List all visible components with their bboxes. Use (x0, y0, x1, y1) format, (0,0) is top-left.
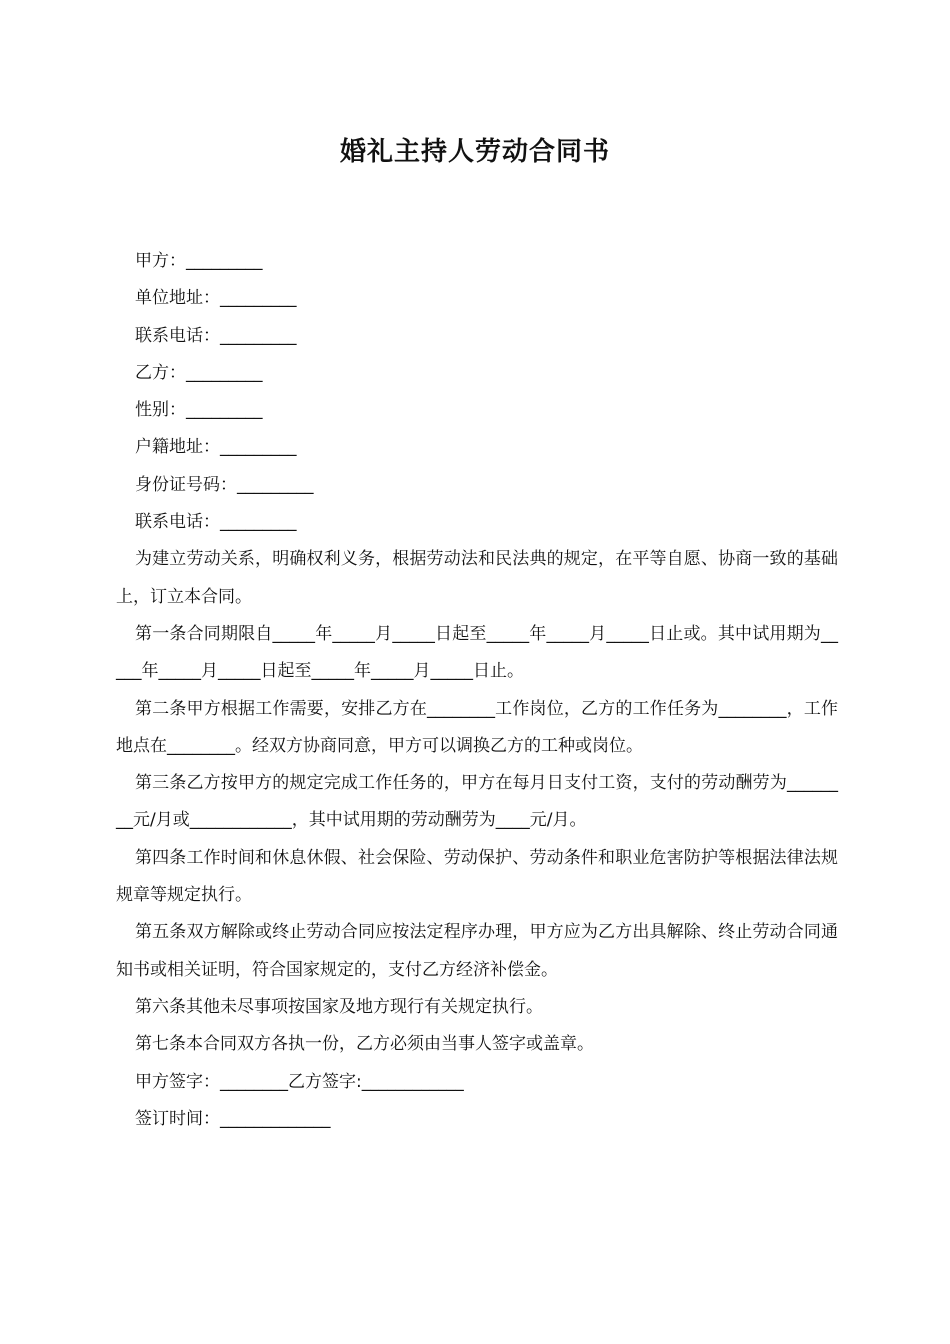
sign-date-line: 签订时间：_____________ (135, 1108, 331, 1129)
article-1: 第一条合同期限自_____年_____月_____日起至_____年_____月_____日止或。其中试用期为_____年_____月_____日起至_____年_____月_____日止。 (116, 623, 838, 682)
party-a-phone-field: 联系电话：_________ (135, 325, 297, 346)
article-7: 第七条本合同双方各执一份，乙方必须由当事人签字或盖章。 (135, 1034, 594, 1055)
article-6: 第六条其他未尽事项按国家及地方现行有关规定执行。 (135, 996, 543, 1017)
party-a-address-field: 单位地址：_________ (135, 288, 297, 309)
article-2: 第二条甲方根据工作需要，安排乙方在________工作岗位，乙方的工作任务为________，工作地点在________。经双方协商同意，甲方可以调换乙方的工种或岗位。 (116, 698, 838, 756)
id-number-field: 身份证号码：_________ (135, 474, 314, 495)
signature-line: 甲方签字：________乙方签字:____________ (135, 1071, 464, 1092)
article-4: 第四条工作时间和休息休假、社会保险、劳动保护、劳动条件和职业危害防护等根据法律法规规章等规定执行。 (116, 847, 838, 906)
party-a-field: 甲方：_________ (135, 251, 263, 271)
document-title: 婚礼主持人劳动合同书 (339, 137, 610, 167)
article-3: 第三条乙方按甲方的规定完成工作任务的，甲方在每月日支付工资，支付的劳动酬劳为________元/月或____________，其中试用期的劳动酬劳为____元/月。 (116, 773, 838, 831)
party-b-field: 乙方：_________ (135, 362, 263, 383)
contract-body (116, 243, 838, 1138)
article-5: 第五条双方解除或终止劳动合同应按法定程序办理，甲方应为乙方出具解除、终止劳动合同通知书或相关证明，符合国家规定的，支付乙方经济补偿金。 (116, 922, 838, 980)
household-address-field: 户籍地址：_________ (135, 437, 297, 458)
party-b-phone-field: 联系电话：_________ (135, 512, 297, 533)
preamble-paragraph: 为建立劳动关系，明确权利义务，根据劳动法和民法典的规定，在平等自愿、协商一致的基础上，订立本合同。 (116, 549, 838, 607)
gender-field: 性别：_________ (135, 400, 263, 421)
